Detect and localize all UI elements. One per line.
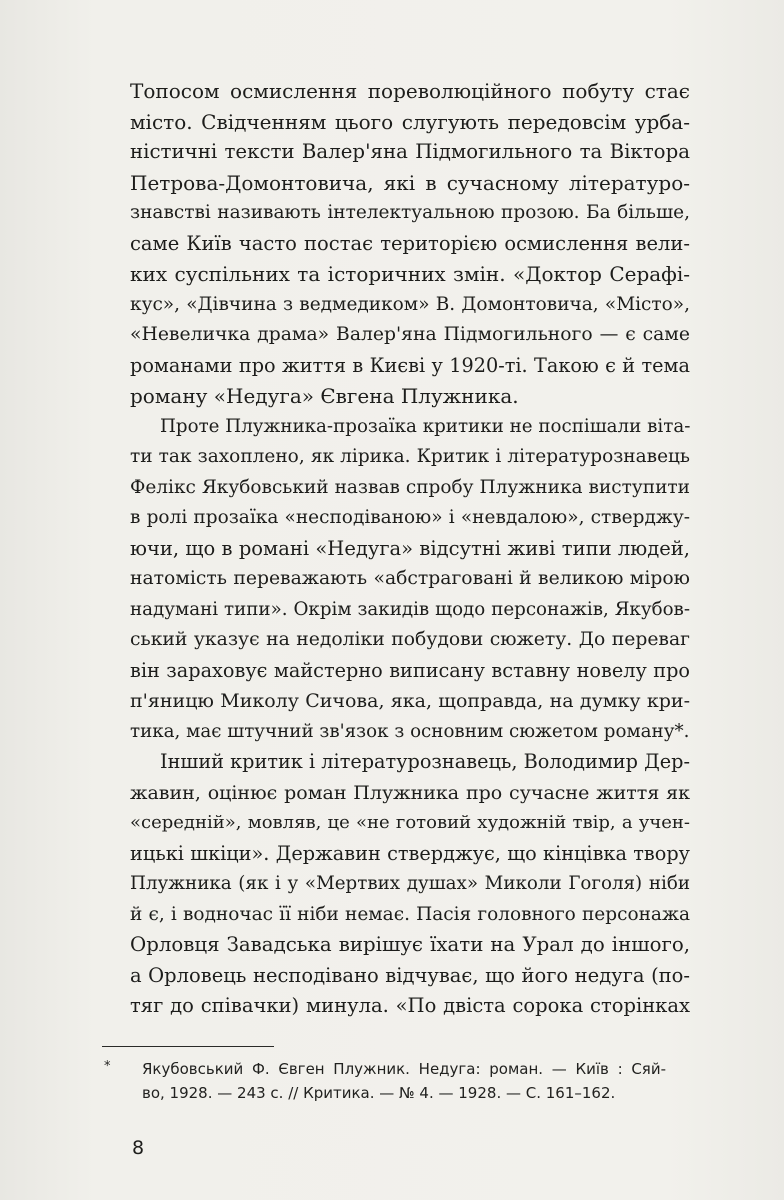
- text-line: він зараховує майстерно виписану вставну новелу про: [130, 658, 690, 682]
- text-line: «Невеличка драма» Валер'яна Підмогильного — є саме: [130, 324, 690, 345]
- footnote: [104, 1057, 666, 1105]
- text-line: «середній», мовляв, це «не готовий художній твір, а учен-: [130, 812, 690, 833]
- text-line: Петрова-Домонтовича, які в сучасному літературо-: [130, 170, 690, 195]
- text-line: Фелікс Якубовський назвав спробу Плужника виступити: [130, 476, 690, 498]
- text-line: ких суспільних та історичних змін. «Доктор Серафі-: [130, 262, 690, 286]
- text-line: кус», «Дівчина з ведмедиком» В. Домонтовича, «Місто»,: [130, 293, 690, 315]
- text-line: тяг до співачки) минула. «По двіста сорока сторінках: [130, 994, 690, 1017]
- text-line: натомість переважають «абстраговані й великою мірою: [130, 568, 690, 589]
- paragraph: [130, 747, 690, 1022]
- text-line: ицькі шкіци». Державин стверджує, що кінцівка твору: [130, 841, 690, 865]
- paragraph: [130, 412, 690, 748]
- text-line: надумані типи». Окрім закидів щодо персонажів, Якубов-: [130, 598, 690, 620]
- text-line: а Орловець несподівано відчуває, що його недуга (по-: [130, 963, 690, 987]
- text-line: саме Київ часто постає територією осмислення вели-: [130, 231, 690, 255]
- text-line: жавин, оцінює роман Плужника про сучасне життя як: [130, 781, 690, 804]
- text-line: Орловця Завадська вирішує їхати на Урал до іншого,: [130, 933, 690, 956]
- text-line: Проте Плужника-прозаїка критики не поспішали віта-: [160, 415, 690, 437]
- footnote-divider: [102, 1046, 274, 1047]
- text-line: Плужника (як і у «Мертвих душах» Миколи Гоголя) ніби: [130, 873, 690, 894]
- footnote-line: Якубовський Ф. Євген Плужник. Недуга: роман. — Київ : Сяй-: [142, 1060, 666, 1078]
- text-line: тика, має штучний зв'язок з основним сюжетом роману*.: [130, 720, 690, 742]
- text-line: п'яницю Миколу Сичова, яка, щоправда, на думку кри-: [130, 690, 690, 712]
- text-line: в ролі прозаїка «несподіваною» і «невдалою», стверджу-: [130, 507, 690, 528]
- page-number: 8: [132, 1137, 145, 1159]
- text-line: Інший критик і літературознавець, Володимир Дер-: [160, 750, 690, 773]
- footnote-marker: *: [104, 1059, 111, 1074]
- text-line: ністичні тексти Валер'яна Підмогильного та Віктора: [130, 140, 690, 163]
- text-line: місто. Свідченням цього слугують передовсім урба-: [130, 109, 690, 134]
- text-line: романами про життя в Києві у 1920-ті. Такою є й тема: [130, 353, 690, 377]
- text-line: роману «Недуга» Євгена Плужника.: [130, 384, 519, 408]
- paragraph: [130, 76, 690, 412]
- text-line: й є, і водночас її ніби немає. Пасія головного персонажа: [130, 903, 690, 925]
- footnote-line: во, 1928. — 243 с. // Критика. — № 4. — 1928. — С. 161–162.: [142, 1084, 616, 1102]
- text-line: ти так захоплено, як лірика. Критик і літературознавець: [130, 446, 690, 467]
- text-line: ючи, що в романі «Недуга» відсутні живі типи людей,: [130, 536, 690, 560]
- body-text: [130, 76, 690, 1022]
- text-line: Топосом осмислення пореволюційного побуту стає: [130, 79, 690, 103]
- text-line: знавстві називають інтелектуальною прозою. Ба більше,: [130, 202, 690, 223]
- text-line: ський указує на недоліки побудови сюжету. До переваг: [130, 629, 690, 650]
